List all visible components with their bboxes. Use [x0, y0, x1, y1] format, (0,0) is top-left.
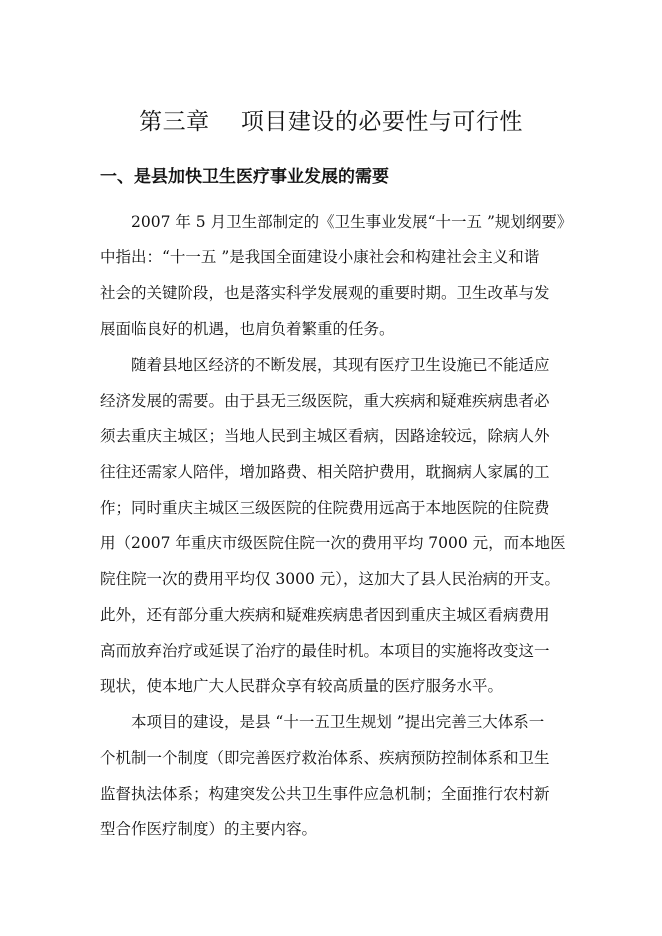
paragraph-line: 作；同时重庆主城区三级医院的住院费用远高于本地医院的住院费 — [100, 499, 550, 517]
paragraph-line: 往往还需家人陪伴，增加路费、相关陪护费用，耽搁病人家属的工 — [100, 463, 550, 481]
paragraph-line: 监督执法体系；构建突发公共卫生事件应急机制；全面推行农村新 — [100, 785, 550, 803]
paragraph-line: 展面临良好的机遇，也肩负着繁重的任务。 — [100, 320, 395, 338]
chapter-title: 第三章 项目建设的必要性与可行性 — [139, 109, 523, 135]
paragraph-line: 随着县地区经济的不断发展，其现有医疗卫生设施已不能适应 — [131, 356, 550, 374]
paragraph-line: 此外，还有部分重大疾病和疑难疾病患者因到重庆主城区看病费用 — [100, 606, 550, 624]
paragraph-line: 须去重庆主城区；当地人民到主城区看病，因路途较远，除病人外 — [100, 427, 550, 445]
paragraph-line: 中指出：“十一五 ”是我国全面建设小康社会和构建社会主义和谐 — [100, 248, 540, 266]
paragraph-line: 社会的关键阶段，也是落实科学发展观的重要时期。卫生改革与发 — [100, 284, 550, 302]
paragraph-line: 本项目的建设，是县 “十一五卫生规划 ”提出完善三大体系一 — [131, 713, 545, 731]
paragraph-line: 2007 年 5 月卫生部制定的《卫生事业发展“十一五 ”规划纲要》 — [131, 213, 573, 231]
paragraph-line: 高而放弃治疗或延误了治疗的最佳时机。本项目的实施将改变这一 — [100, 642, 550, 660]
paragraph-line: 经济发展的需要。由于县无三级医院，重大疾病和疑难疾病患者必 — [100, 392, 550, 410]
paragraph-line: 个机制一个制度（即完善医疗救治体系、疾病预防控制体系和卫生 — [100, 749, 550, 767]
paragraph-line: 型合作医疗制度）的主要内容。 — [100, 820, 318, 838]
paragraph-line: 院住院一次的费用平均仅 3000 元），这加大了县人民治病的开支。 — [100, 570, 561, 588]
paragraph-line: 现状，使本地广大人民群众享有较高质量的医疗服务水平。 — [100, 677, 504, 695]
paragraph-line: 用（2007 年重庆市级医院住院一次的费用平均 7000 元，而本地医 — [100, 534, 566, 552]
section-heading: 一、是县加快卫生医疗事业发展的需要 — [100, 167, 389, 187]
